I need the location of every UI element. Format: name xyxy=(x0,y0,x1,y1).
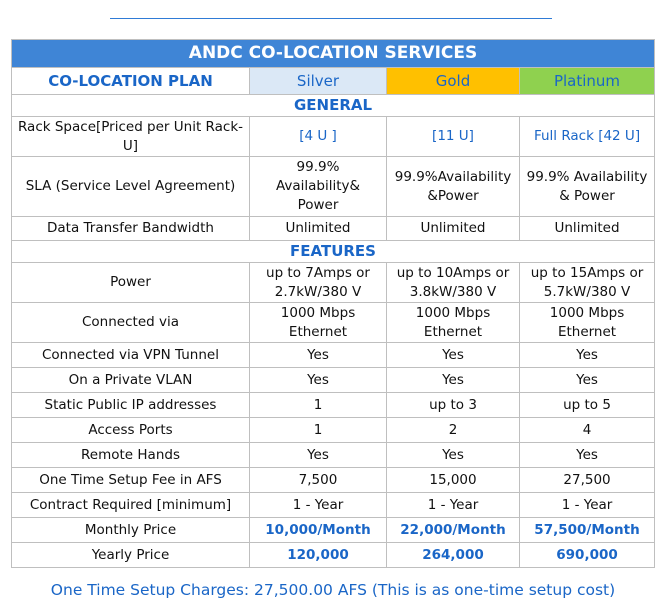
table-row xyxy=(12,263,655,303)
table-row xyxy=(12,518,655,543)
table-row xyxy=(12,303,655,343)
silver-monthly-price: 10,000/Month xyxy=(250,518,387,543)
row-label: Connected via xyxy=(12,303,250,343)
setup-charges-note: One Time Setup Charges: 27,500.00 AFS (This is as one-time setup cost) xyxy=(50,581,616,599)
silver-value: up to 7Amps or 2.7kW/380 V xyxy=(250,263,387,303)
row-label: Power xyxy=(12,263,250,303)
silver-value: Yes xyxy=(250,443,387,468)
platinum-value: Full Rack [42 U] xyxy=(520,117,655,157)
silver-value: Yes xyxy=(250,368,387,393)
table-row xyxy=(12,393,655,418)
row-label: On a Private VLAN xyxy=(12,368,250,393)
table-row xyxy=(12,418,655,443)
table-title-row xyxy=(12,40,655,68)
gold-value: 1 - Year xyxy=(387,493,520,518)
gold-value: Yes xyxy=(387,443,520,468)
row-label: Access Ports xyxy=(12,418,250,443)
platinum-value: 1 - Year xyxy=(520,493,655,518)
platinum-value: up to 15Amps or 5.7kW/380 V xyxy=(520,263,655,303)
table-row xyxy=(12,368,655,393)
section-general-title: GENERAL xyxy=(12,95,655,117)
silver-value: Unlimited xyxy=(250,217,387,241)
row-label: SLA (Service Level Agreement) xyxy=(12,157,250,217)
plan-platinum-header: Platinum xyxy=(520,68,655,95)
gold-yearly-price: 264,000 xyxy=(387,543,520,568)
row-label: Contract Required [minimum] xyxy=(12,493,250,518)
table-row xyxy=(12,343,655,368)
platinum-value: 1000 Mbps Ethernet xyxy=(520,303,655,343)
table-title: ANDC CO-LOCATION SERVICES xyxy=(12,40,655,68)
platinum-value: Yes xyxy=(520,368,655,393)
table-row xyxy=(12,157,655,217)
row-label: One Time Setup Fee in AFS xyxy=(12,468,250,493)
platinum-yearly-price: 690,000 xyxy=(520,543,655,568)
table-row xyxy=(12,468,655,493)
top-divider xyxy=(110,18,552,19)
table-row xyxy=(12,217,655,241)
silver-value: 1000 Mbps Ethernet xyxy=(250,303,387,343)
gold-value: up to 3 xyxy=(387,393,520,418)
section-general-row xyxy=(12,95,655,117)
platinum-value: Yes xyxy=(520,443,655,468)
gold-monthly-price: 22,000/Month xyxy=(387,518,520,543)
plan-gold-header: Gold xyxy=(387,68,520,95)
platinum-value: 99.9% Availability & Power xyxy=(520,157,655,217)
section-features-row xyxy=(12,241,655,263)
platinum-value: Yes xyxy=(520,343,655,368)
silver-value: Yes xyxy=(250,343,387,368)
platinum-monthly-price: 57,500/Month xyxy=(520,518,655,543)
platinum-value: 27,500 xyxy=(520,468,655,493)
gold-value: up to 10Amps or 3.8kW/380 V xyxy=(387,263,520,303)
silver-value: [4 U ] xyxy=(250,117,387,157)
gold-value: Unlimited xyxy=(387,217,520,241)
gold-value: 15,000 xyxy=(387,468,520,493)
row-label: Monthly Price xyxy=(12,518,250,543)
table-row xyxy=(12,443,655,468)
table-row xyxy=(12,117,655,157)
row-label: Static Public IP addresses xyxy=(12,393,250,418)
silver-value: 1 - Year xyxy=(250,493,387,518)
plan-silver-header: Silver xyxy=(250,68,387,95)
silver-yearly-price: 120,000 xyxy=(250,543,387,568)
row-label: Connected via VPN Tunnel xyxy=(12,343,250,368)
pricing-table xyxy=(11,39,655,568)
platinum-value: Unlimited xyxy=(520,217,655,241)
platinum-value: up to 5 xyxy=(520,393,655,418)
silver-value: 99.9% Availability& Power xyxy=(250,157,387,217)
row-label: Rack Space[Priced per Unit Rack-U] xyxy=(12,117,250,157)
gold-value: 1000 Mbps Ethernet xyxy=(387,303,520,343)
gold-value: [11 U] xyxy=(387,117,520,157)
gold-value: Yes xyxy=(387,368,520,393)
row-label: Data Transfer Bandwidth xyxy=(12,217,250,241)
silver-value: 1 xyxy=(250,393,387,418)
gold-value: 2 xyxy=(387,418,520,443)
plan-column-header: CO-LOCATION PLAN xyxy=(12,68,250,95)
silver-value: 7,500 xyxy=(250,468,387,493)
row-label: Yearly Price xyxy=(12,543,250,568)
section-features-title: FEATURES xyxy=(12,241,655,263)
table-row xyxy=(12,543,655,568)
silver-value: 1 xyxy=(250,418,387,443)
gold-value: Yes xyxy=(387,343,520,368)
table-row xyxy=(12,493,655,518)
row-label: Remote Hands xyxy=(12,443,250,468)
platinum-value: 4 xyxy=(520,418,655,443)
plan-header-row xyxy=(12,68,655,95)
gold-value: 99.9%Availability &Power xyxy=(387,157,520,217)
